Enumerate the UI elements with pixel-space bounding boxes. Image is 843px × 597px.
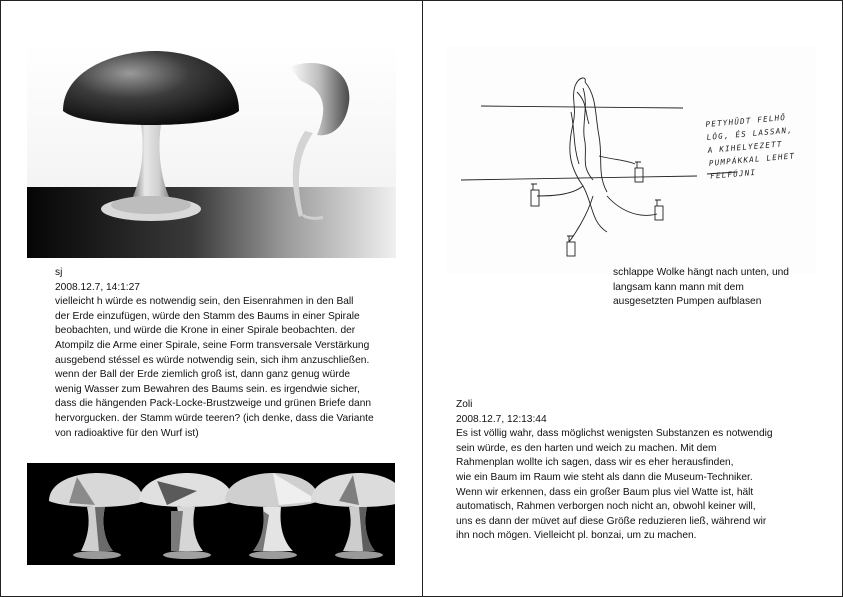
entry-timestamp: 2008.12.7, 12:13:44 [456, 413, 547, 425]
entry-text-line: wenn der Ball der Erde ziemlich groß ist, dann ganz genug würde [55, 369, 351, 381]
entry-text-line: wenig Wasser zum Bewahren des Baums sein. es irgendwie sicher, [55, 383, 360, 395]
entry-text-line: von radioaktive für den Wurf ist) [55, 427, 199, 439]
entry-text-line: dass die hängenden Pack-Locke-Brustzweige und grünen Briefe dann [55, 398, 372, 410]
caption-line: ausgesetzten Pumpen aufblasen [613, 296, 762, 308]
entry-text-line: ausgebend stéssel es würde notwendig sein, sich ihm anzuschließen. [55, 354, 370, 366]
mushroom-thumbnail-2 [139, 473, 233, 559]
comment-entry-zoli [456, 398, 773, 544]
cloud-sketch-drawing [447, 46, 816, 274]
entry-text-line: Wenn wir erkennen, dass ein großer Baum plus viel Watte ist, hält [456, 486, 754, 498]
handwritten-note [705, 110, 797, 182]
caption-line: schlappe Wolke hängt nach unten, und [613, 267, 789, 278]
handwritten-line: A KIHELYEZETT [707, 139, 783, 155]
handwritten-line: PUMPÁKKAL LEHET [708, 151, 796, 168]
entry-text-line: automatisch, Rahmen verborgen noch nicht an, obwohl keiner will, [456, 501, 756, 513]
mushroom-render-image [27, 41, 396, 258]
entry-text-line: uns es dann der müvet auf diese Größe reduzieren ließ, während wir [456, 515, 767, 527]
left-page [1, 1, 422, 596]
entry-text-line: sein würde, es den harten und weich zu machen. Mit dem [456, 442, 717, 454]
entry-timestamp: 2008.12.7, 14:1:27 [55, 281, 140, 293]
mushroom-thumbnail-4 [311, 473, 395, 559]
comment-entry-sj [55, 266, 374, 441]
mushroom-thumbnail-strip [27, 463, 395, 565]
entry-text-line: vielleicht h würde es notwendig sein, den Eisenrahmen in den Ball [55, 296, 354, 308]
handwritten-line: PETYHÜDT FELHŐ [705, 112, 787, 129]
entry-text-line: hervorgucken. der Stamm würde teeren? (ich denke, dass die Variante [55, 412, 374, 424]
entry-text-line: ihn noch mögen. Vielleicht pl. bonzai, um zu machen. [456, 530, 697, 542]
entry-author: sj [55, 267, 63, 278]
entry-text-line: beobachten, und würde die Krone in einer Spirale beobachten. der [55, 325, 356, 337]
entry-text-line: Atompilz die Arme einer Spirale, seine Form transversale Verstärkung [55, 339, 370, 351]
entry-text-line: Es ist völlig wahr, dass möglichst wenigsten Substanzen es notwendig [456, 428, 773, 440]
mushroom-thumbnail-1 [49, 473, 143, 559]
handwritten-line: LÓG, ÉS LASSAN, [706, 125, 794, 142]
entry-text-line: wie ein Baum im Raum wie steht als dann die Museum-Techniker. [456, 471, 753, 483]
sketch-caption [613, 266, 789, 310]
entry-author: Zoli [456, 399, 473, 410]
entry-text-line: der Erde einzufügen, würde den Stamm des Baums in einer Spirale [55, 310, 360, 322]
handwritten-line: FELFÚJNI [709, 167, 757, 181]
caption-line: langsam kann mann mit dem [613, 281, 744, 293]
mushroom-thumbnail-3 [225, 473, 319, 559]
entry-text-line: Rahmenplan wollte ich sagen, dass wir es eher herausfinden, [456, 457, 734, 469]
